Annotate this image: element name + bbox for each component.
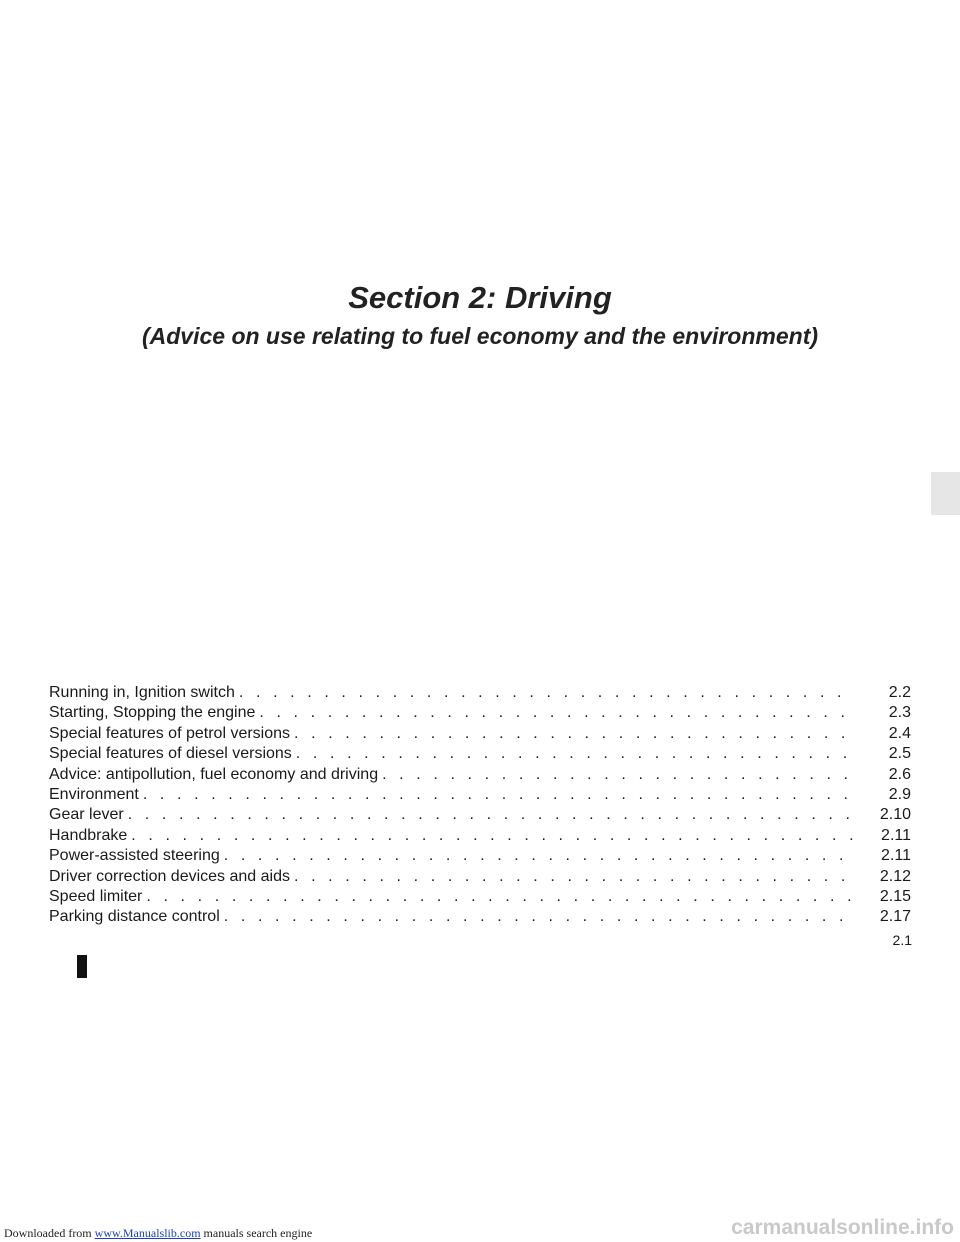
toc-item-page: 2.11 (881, 826, 911, 844)
page-number: 2.1 (892, 932, 912, 948)
toc-item-label: Running in, Ignition switch (49, 684, 235, 701)
toc-leader-dots (294, 867, 855, 887)
toc-item-label: Special features of petrol versions (49, 724, 291, 742)
toc-item-label: Power-assisted steering (49, 847, 220, 865)
section-subtitle: (Advice on use relating to fuel economy and the environment) (141, 323, 819, 349)
footer-suffix: manuals search engine (200, 1226, 313, 1240)
section-side-tab (931, 472, 960, 515)
toc-item-page: 2.4 (888, 724, 911, 742)
toc-leader-dots (294, 724, 855, 744)
table-of-contents (49, 683, 911, 928)
toc-leader-dots (224, 907, 855, 927)
toc-leader-dots (259, 703, 855, 723)
toc-item-page: 2.3 (888, 704, 911, 722)
toc-item[interactable] (49, 683, 911, 703)
toc-item[interactable] (49, 765, 911, 785)
watermark-text: carmanualsonline.info (731, 1216, 954, 1239)
toc-item[interactable] (49, 805, 911, 825)
toc-item[interactable] (49, 703, 911, 723)
toc-item-page: 2.2 (888, 684, 911, 701)
toc-item-label: Starting, Stopping the engine (49, 704, 256, 722)
toc-leader-dots (146, 887, 855, 907)
section-title: Section 2: Driving (348, 280, 612, 315)
toc-item-label: Advice: antipollution, fuel economy and driving (49, 765, 379, 783)
toc-item-label: Driver correction devices and aids (49, 867, 290, 885)
toc-item-page: 2.15 (879, 887, 911, 905)
toc-item[interactable] (49, 724, 911, 744)
toc-leader-dots (296, 744, 855, 764)
footer-prefix: Downloaded from (4, 1226, 95, 1240)
toc-item[interactable] (49, 826, 911, 846)
toc-item-page: 2.12 (879, 867, 911, 885)
toc-item-label: Speed limiter (49, 887, 143, 905)
toc-item[interactable] (49, 744, 911, 764)
toc-leader-dots (143, 785, 855, 805)
toc-item-page: 2.11 (881, 847, 911, 865)
toc-leader-dots (224, 846, 855, 866)
toc-item[interactable] (49, 785, 911, 805)
manualslib-link[interactable]: www.Manualslib.com (94, 1226, 201, 1240)
toc-leader-dots (382, 765, 855, 785)
toc-item-page: 2.9 (888, 785, 911, 803)
toc-leader-dots (131, 826, 855, 846)
footer-download-note (4, 1226, 312, 1241)
toc-item[interactable] (49, 846, 911, 866)
toc-item-label: Handbrake (49, 826, 128, 844)
toc-item[interactable] (49, 907, 911, 927)
toc-item-page: 2.17 (879, 908, 911, 926)
corner-mark (77, 955, 87, 978)
toc-item-label: Gear lever (49, 806, 124, 824)
toc-item-page: 2.5 (888, 745, 911, 763)
toc-item-label: Special features of diesel versions (49, 745, 292, 763)
toc-item-page: 2.6 (888, 765, 911, 783)
toc-item[interactable] (49, 887, 911, 907)
toc-item-page: 2.10 (879, 806, 911, 824)
toc-leader-dots (128, 805, 855, 825)
toc-item-label: Parking distance control (49, 908, 220, 926)
toc-item-label: Environment (49, 785, 139, 803)
toc-item[interactable] (49, 867, 911, 887)
toc-leader-dots (239, 683, 855, 703)
